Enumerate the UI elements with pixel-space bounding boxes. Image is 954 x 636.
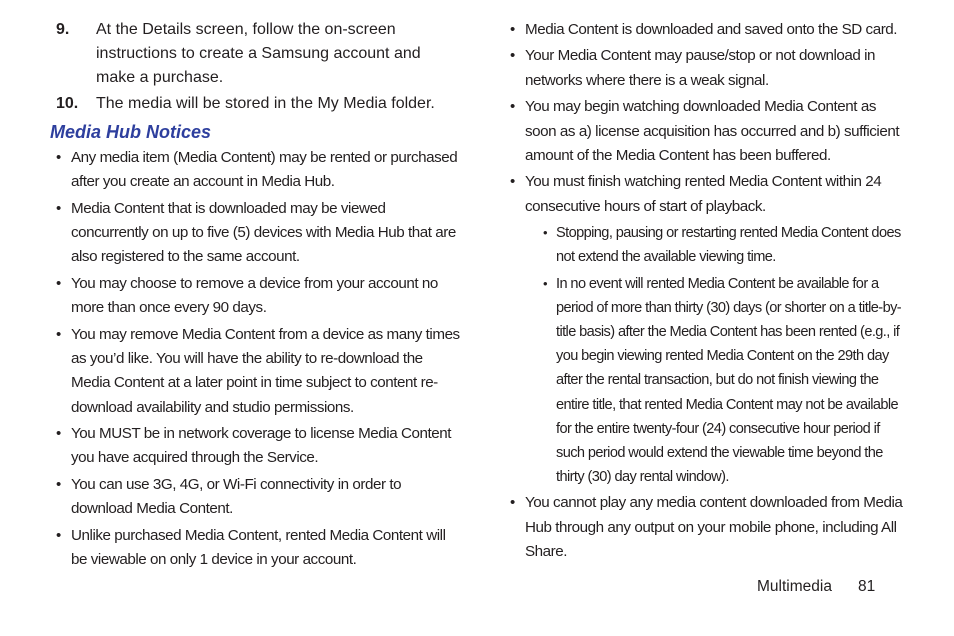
left-column [50,18,460,574]
step-10 [50,92,460,116]
list-item: • Media Content that is downloaded may be viewed concurrently on up to five (5) devices with Media Hub that are also registered to the same account. [50,197,460,270]
list-item: • You may begin watching downloaded Media Content as soon as a) license acquisition has occurred and b) sufficient amount of the Media Content has been buffered. [504,95,904,168]
page-number: 81 [858,578,876,595]
sub-list-item: • In no event will rented Media Content be available for a period of more than thirty (30) days (or shorter on a title-by-title basis) after the Media Content has been rented (e.g., if you begin viewing rented Media Content on the 29th day after the rental transaction, but do not finish viewing the entire title, that rented Media Content may not be available for the entire twenty-four (24) consecutive hour period if such period would extend the viewable time beyond the thirty (30) day rental window). [504,272,904,490]
list-item: • Your Media Content may pause/stop or not download in networks where there is a weak signal. [504,44,904,93]
step-text: At the Details screen, follow the on-screen instructions to create a Samsung account and make a purchase. [96,21,421,86]
notice-list-final [504,491,904,564]
step-number: 10. [56,95,79,112]
list-item: • You may remove Media Content from a device as many times as you’d like. You will have the ability to re-download the Media Content at a later point in time subject to content re-download availability and studio permissions. [50,323,460,420]
page-footer [757,578,876,596]
list-item: • You may choose to remove a device from your account no more than once every 90 days. [50,272,460,321]
section-heading: Media Hub Notices [50,122,212,142]
step-9 [50,18,460,90]
right-column [504,18,904,566]
sub-list [504,221,904,489]
step-number: 9. [56,21,70,38]
sub-list-item: • Stopping, pausing or restarting rented Media Content does not extend the available viewing time. [504,221,904,269]
notice-list-continued [504,18,904,219]
list-item: • Any media item (Media Content) may be rented or purchased after you create an account in Media Hub. [50,146,460,195]
list-item: • You cannot play any media content downloaded from Media Hub through any output on your mobile phone, including All Share. [504,491,904,564]
list-item: • You can use 3G, 4G, or Wi-Fi connectivity in order to download Media Content. [50,473,460,522]
footer-section: Multimedia [757,578,832,595]
list-item: • Unlike purchased Media Content, rented Media Content will be viewable on only 1 device in your account. [50,524,460,573]
list-item: • You MUST be in network coverage to license Media Content you have acquired through the Service. [50,422,460,471]
list-item: • Media Content is downloaded and saved onto the SD card. [504,18,904,42]
list-item: • You must finish watching rented Media Content within 24 consecutive hours of start of playback. [504,170,904,219]
notice-list [50,146,460,572]
step-text: The media will be stored in the My Media folder. [96,95,435,112]
